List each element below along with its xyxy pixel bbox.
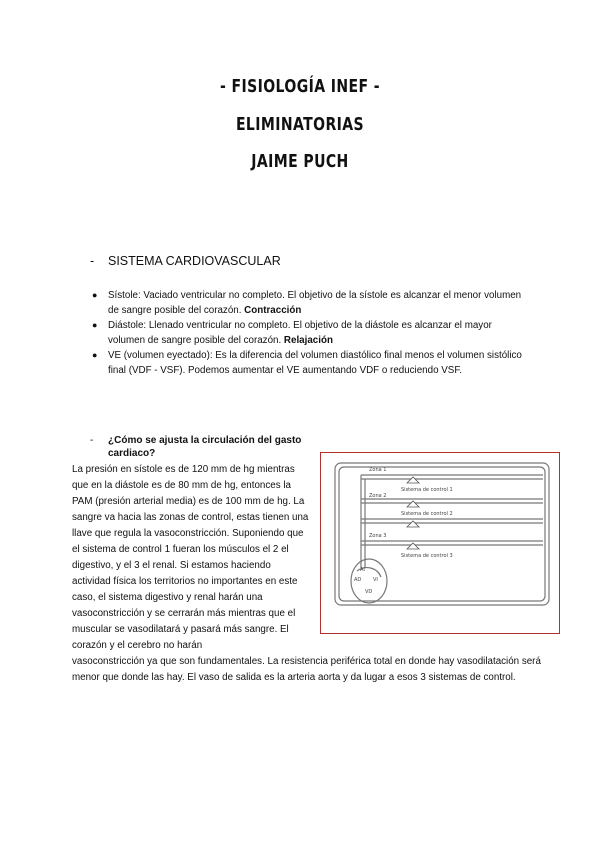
bullet-bold: Contracción xyxy=(244,305,302,316)
section-dash: - xyxy=(90,254,95,268)
bullet-dot-icon: ● xyxy=(92,320,98,330)
question-dash: - xyxy=(90,435,94,446)
valve-2-icon xyxy=(407,501,419,507)
valve-3-icon xyxy=(407,521,419,527)
control-label-1: Sistema de control 1 xyxy=(401,487,453,493)
bullet-text: Sístole: Vaciado ventricular no completo. El objetivo de la sístole es alcanzar el menor volumen de sangre posible del corazón. xyxy=(108,290,522,316)
heart-label-ad: AD xyxy=(354,577,362,583)
heart-label-ai: AI xyxy=(360,567,365,573)
zone-2-vessel xyxy=(361,499,543,503)
bullet-item-diastole xyxy=(92,318,522,348)
bullet-dot-icon: ● xyxy=(92,350,98,360)
paragraph-full: vasoconstricción ya que son fundamentales. La resistencia periférica total en donde hay vasodilatación será menor que donde las hay. El vaso de salida es la arteria aorta y da lugar a esos 3 sistemas de control. xyxy=(72,656,541,683)
zone-4-vessel xyxy=(361,541,543,545)
zone-label-3: Zona 3 xyxy=(369,533,387,539)
bullet-text: VE (volumen eyectado): Es la diferencia del volumen diastólico final menos el volumen sistólico final (VDF - VSF). Podemos aumentar el VE aumentando VDF o reduciendo VSF. xyxy=(108,350,522,376)
valve-4-icon xyxy=(407,543,419,549)
heart-label-vd: VD xyxy=(365,589,373,595)
doc-title-line-3: JAIME PUCH xyxy=(251,151,349,172)
zone-1-vessel xyxy=(361,475,543,479)
circulation-diagram-svg xyxy=(321,453,559,633)
bullet-dot-icon: ● xyxy=(92,290,98,300)
bullet-bold: Relajación xyxy=(283,335,333,346)
bullet-item-ve xyxy=(92,348,522,378)
question-heading xyxy=(90,434,310,460)
heart-label-vi: VI xyxy=(373,577,378,583)
control-label-2: Sistema de control 2 xyxy=(401,511,453,517)
doc-title-line-2: ELIMINATORIAS xyxy=(235,114,365,135)
circulation-diagram xyxy=(320,452,560,634)
valve-1-icon xyxy=(407,477,419,483)
zone-3-vessel xyxy=(361,519,543,523)
bullet-item-sistole xyxy=(92,288,522,318)
zone-label-1: Zona 1 xyxy=(369,467,387,473)
question-text: ¿Cómo se ajusta la circulación del gasto cardiaco? xyxy=(108,435,302,459)
outer-circuit xyxy=(335,463,549,605)
zone-label-2: Zona 2 xyxy=(369,493,387,499)
aorta-vessel xyxy=(361,475,365,568)
bullet-text: Diástole: Llenado ventricular no completo. El objetivo de la diástole es alcanzar el mayor volumen de sangre posible del corazón. xyxy=(108,320,492,346)
section-title: SISTEMA CARDIOVASCULAR xyxy=(108,254,281,268)
bullet-list xyxy=(92,288,522,378)
paragraph-left: La presión en sístole es de 120 mm de hg mientras que en la diástole es de 80 mm de hg, entonces la PAM (presión arterial media) es de 100 mm de hg. La sangre va hacia las zonas de control, estas tienen una llave que regula la vasoconstricción. Suponiendo que el sistema de control 1 fueran los músculos el 2 el digestivo, y el 3 el renal. Si estamos haciendo actividad física los territorios no importantes en este caso, el sistema digestivo y renal harán una vasoconstricción y se cerrarán más mientras que el muscular se vasodilatará y pasará más sangre. El corazón y el cerebro no harán xyxy=(72,464,309,651)
control-label-3: Sistema de control 3 xyxy=(401,553,453,559)
section-heading xyxy=(90,254,281,268)
doc-title-line-1: - FISIOLOGÍA INEF - xyxy=(220,76,380,97)
